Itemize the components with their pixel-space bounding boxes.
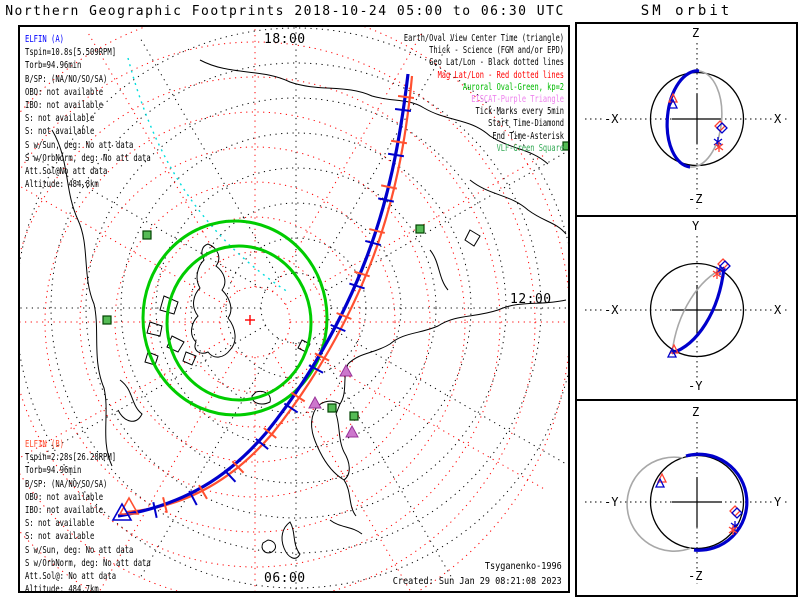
- sm-orbit-panel-yz: [577, 399, 796, 591]
- elfin-b-tspin: Tspin=2.28s[26.28RPM]: [25, 452, 117, 464]
- terminator-line: [128, 58, 288, 292]
- axis-label-top: Z: [692, 26, 700, 40]
- axis-label-right: X: [774, 112, 782, 126]
- legend-end-time: End Time-Asterisk: [492, 130, 564, 142]
- orbit-far-arc: [627, 457, 691, 551]
- elfin-b-orbnorm-angle: S w/OrbNorm, deg: No att data: [25, 557, 151, 569]
- sm-orbit-title: SM orbit: [640, 3, 733, 19]
- axis-label-left: -Y: [604, 495, 619, 509]
- legend-vlf: VLF-Green Square: [496, 142, 564, 154]
- legend-auroral-oval: Auroral Oval-Green, kp=2: [462, 81, 564, 93]
- elfin-b-altitude: Altitude: 484.7km: [25, 584, 99, 596]
- magnetic-pole-cross: [245, 315, 255, 325]
- end-time-asterisks: [714, 137, 723, 152]
- axis-label-right: Y: [774, 495, 782, 509]
- elfin-a-orbnorm-angle: S w/OrbNorm, deg: No att data: [25, 152, 151, 164]
- axis-label-left: -X: [604, 303, 619, 317]
- mlt-label-12: 12:00: [510, 292, 552, 307]
- five-minute-tick-marks: [153, 96, 414, 518]
- legend-geo-latlon: Geo Lat/Lon - Black dotted lines: [429, 57, 564, 69]
- elfin-b-bsp: B/SP: (NA/NO/SO/SA): [25, 478, 108, 490]
- axis-label-bottom: -Z: [688, 192, 703, 206]
- elfin-b-title: ELFIN (B): [25, 439, 65, 450]
- sm-orbit-panel-xz: [577, 24, 796, 215]
- elfin-a-sun-angle: S w/Sun, deg: No att data: [25, 139, 134, 151]
- sm-orbit-column: [575, 22, 798, 597]
- elfin-b-torb: Torb=94.96min: [25, 465, 82, 477]
- elfin-a-info-block: [25, 33, 151, 191]
- elfin-b-info-block: [25, 438, 151, 596]
- elfin-a-altitude: Altitude: 484.8km: [25, 179, 99, 191]
- legend-center-time: Earth/Oval View Center Time (triangle): [403, 33, 564, 44]
- elfin-b-s1: S: not available: [25, 518, 95, 530]
- axis-label-right: X: [774, 303, 782, 317]
- model-name: Tsyganenko-1996: [485, 561, 562, 572]
- map-legend: [270, 33, 564, 155]
- elfin-a-att-sol: Att.Sol@No att data: [25, 166, 108, 178]
- legend-mag-latlon: Mag Lat/Lon - Red dotted lines: [437, 69, 564, 81]
- mlt-label-06: 06:00: [264, 571, 306, 586]
- elfin-b-ibo: IBO: not available: [25, 505, 104, 517]
- elfin-a-obo: OBO: not available: [25, 86, 104, 98]
- legend-eiscat: EISCAT-Purple Triangle: [471, 94, 564, 106]
- elfin-a-title: ELFIN (A): [25, 34, 65, 45]
- axis-label-bottom: -Y: [688, 379, 703, 393]
- credits: [393, 559, 562, 589]
- elfin-a-torb: Torb=94.96min: [25, 60, 82, 72]
- page-title: Northern Geographic Footprints 2018-10-24 05:00 to 06:30 UTC: [5, 4, 565, 19]
- elfin-a-s1: S: not available: [25, 113, 95, 125]
- elfin-a-bsp: B/SP: (NA/NO/SO/SA): [25, 73, 108, 85]
- elfin-a-ibo: IBO: not available: [25, 100, 104, 112]
- legend-tick-marks: Tick Marks every 5min: [475, 106, 564, 118]
- legend-thick-science: Thick - Science (FGM and/or EPD): [429, 45, 564, 57]
- mlt-label-18: 18:00: [264, 32, 306, 47]
- elfin-b-s2: S: not available: [25, 531, 95, 543]
- axis-label-top: Y: [692, 219, 700, 233]
- center-time-triangles: [656, 474, 666, 487]
- start-time-diamond: [730, 506, 742, 518]
- axis-label-left: -X: [604, 112, 619, 126]
- elfin-a-tspin: Tspin=10.8s[5.509RPM]: [25, 47, 117, 59]
- elfin-b-obo: OBO: not available: [25, 491, 104, 503]
- elfin-b-sun-angle: S w/Sun, deg: No att data: [25, 544, 134, 556]
- elfin-b-att-sol: Att.Sol@: No att data: [25, 571, 117, 583]
- elfin-a-s2: S: not available: [25, 126, 95, 138]
- legend-start-time: Start Time-Diamond: [488, 118, 564, 130]
- axis-label-top: Z: [692, 405, 700, 419]
- map-panel: [18, 25, 570, 596]
- axis-label-bottom: -Z: [688, 569, 703, 583]
- sm-orbit-panel-xy: [577, 215, 796, 399]
- created-timestamp: Created: Sun Jan 29 08:21:08 2023: [393, 576, 562, 587]
